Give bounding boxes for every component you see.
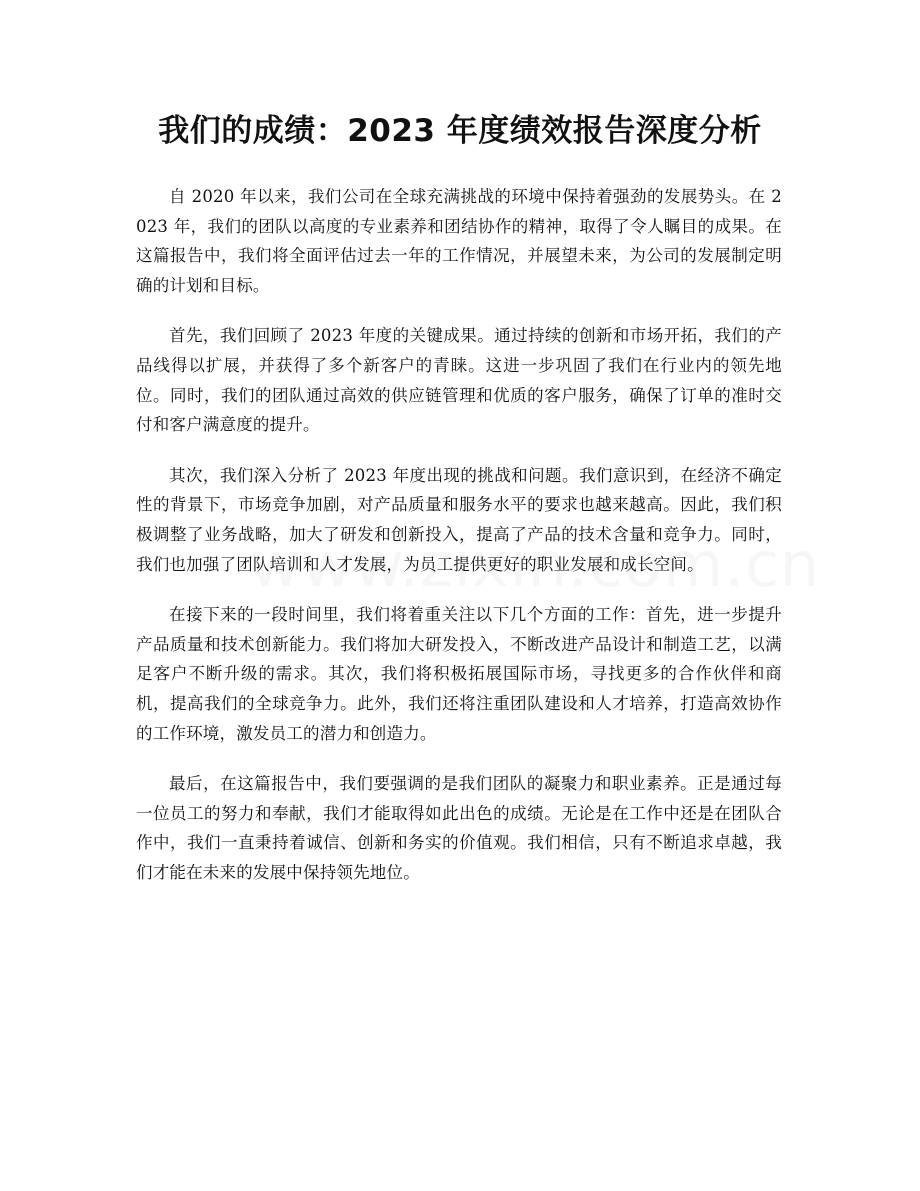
document-title: 我们的成绩：2023 年度绩效报告深度分析 (158, 113, 762, 149)
paragraph-1: 自 2020 年以来，我们公司在全球充满挑战的环境中保持着强劲的发展势头。在 2023 年，我们的团队以高度的专业素养和团结协作的精神，取得了令人瞩目的成果。在这篇报告中，我们将全面评估过去一年的工作情况，并展望未来，为公司的发展制定明确的计划和目标。 (136, 187, 782, 295)
paragraph-3: 其次，我们深入分析了 2023 年度出现的挑战和问题。我们意识到，在经济不确定性的背景下，市场竞争加剧，对产品质量和服务水平的要求也越来越高。因此，我们积极调整了业务战略，加大了研发和创新投入，提高了产品的技术含量和竞争力。同时，我们也加强了团队培训和人才发展，为员工提供更好的职业发展和成长空间。 (136, 465, 782, 574)
document-body (136, 182, 782, 908)
paragraph-5: 最后，在这篇报告中，我们要强调的是我们团队的凝聚力和职业素养。正是通过每一位员工的努力和奉献，我们才能取得如此出色的成绩。无论是在工作中还是在团队合作中，我们一直秉持着诚信、创新和务实的价值观。我们相信，只有不断追求卓越，我们才能在未来的发展中保持领先地位。 (136, 774, 782, 882)
paragraph-2: 首先，我们回顾了 2023 年度的关键成果。通过持续的创新和市场开拓，我们的产品线得以扩展，并获得了多个新客户的青睐。这进一步巩固了我们在行业内的领先地位。同时，我们的团队通过高效的供应链管理和优质的客户服务，确保了订单的准时交付和客户满意度的提升。 (136, 326, 782, 435)
paragraph-4: 在接下来的一段时间里，我们将着重关注以下几个方面的工作：首先，进一步提升产品质量和技术创新能力。我们将加大研发投入，不断改进产品设计和制造工艺，以满足客户不断升级的需求。其次，我们将积极拓展国际市场，寻找更多的合作伙伴和商机，提高我们的全球竞争力。此外，我们还将注重团队建设和人才培养，打造高效协作的工作环境，激发员工的潜力和创造力。 (136, 605, 782, 743)
